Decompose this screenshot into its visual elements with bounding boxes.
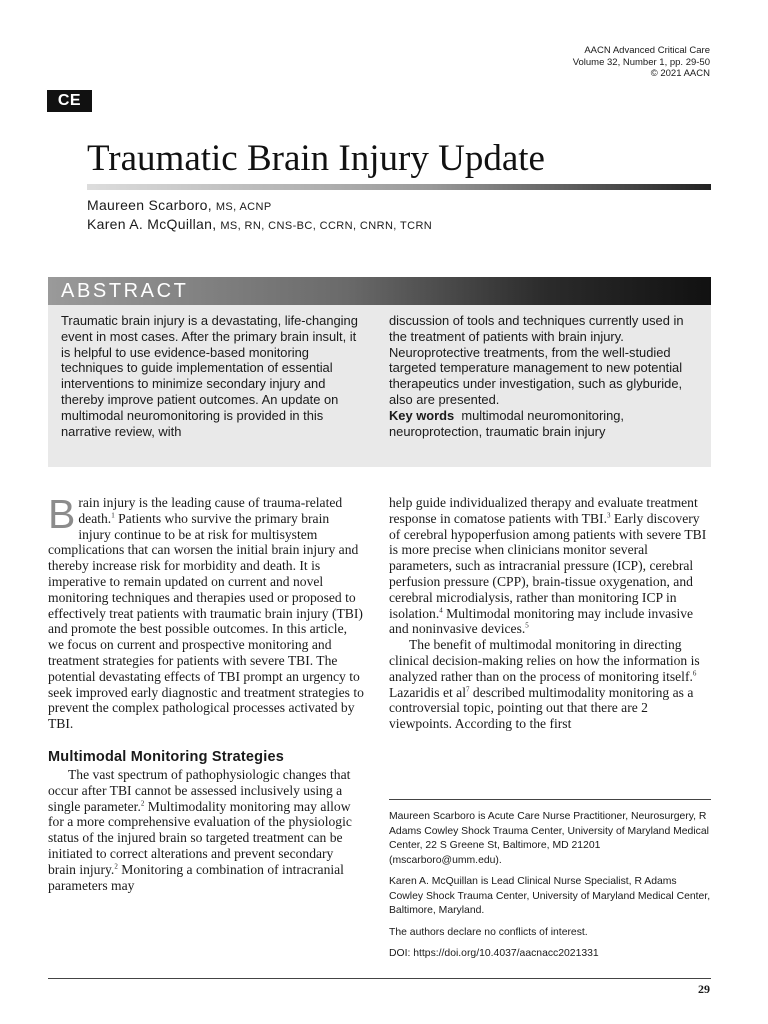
text-run: Early discovery of cerebral hypoperfusion among patients with severe TBI is more precise when clinicians monitor several parameters, such as intracranial pressure (ICP), cerebral perfusion pressure (CPP), brain-tissue oxygenation, and cerebral microdialysis, rather than monitoring ICP in isolation. <box>389 510 707 621</box>
citation-ref: 4 <box>439 606 443 615</box>
author-credentials: MS, RN, CNS-BC, CCRN, CNRN, TCRN <box>220 220 433 232</box>
body-paragraph <box>389 495 711 637</box>
text-run: Patients who survive the primary brain injury continue to be at risk for multisystem complications that can worsen the initial brain injury and thereby increase risk for morbidity and death. It is imperative to remain updated on current and novel monitoring techniques and therapies used or proposed to effectively treat patients with traumatic brain injury (TBI) and promote the best possible outcomes. In this article, we focus on current and prospective monitoring and treatment strategies for patients with severe TBI. The potential devastating effects of TBI prompt an urgency to seek improved early diagnostic and treatment strategies to prevent the complex pathological processes activated by TBI. <box>48 510 364 732</box>
journal-citation <box>573 45 710 80</box>
abstract-text-left: Traumatic brain injury is a devastating, life-changing event in most cases. After the primary brain insult, it is helpful to use evidence-based monitoring techniques to guide implementation of essential interventions to minimize secondary injury and thereby improve patient outcomes. An update on multimodal neuromonitoring is provided in this narrative review, with <box>61 313 358 439</box>
footnote-author-1: Maureen Scarboro is Acute Care Nurse Practitioner, Neurosurgery, R Adams Cowley Shock Trauma Center, University of Maryland Medical Center, 22 S Greene St, Baltimore, MD 21201 (mscarboro@umm.edu). <box>389 811 709 866</box>
citation-ref: 7 <box>466 685 470 694</box>
journal-name: AACN Advanced Critical Care <box>584 45 710 56</box>
page-number: 29 <box>698 982 710 996</box>
text-run: Lazaridis et al <box>389 684 466 700</box>
article-title: Traumatic Brain Injury Update <box>87 138 545 179</box>
author-name: Maureen Scarboro, <box>87 197 212 213</box>
abstract-text-right: discussion of tools and techniques currently used in the treatment of patients with brain injury. Neuroprotective treatments, from the well-studied targeted temperature management to new potential therapeutics under investigation, such as glyburide, also are presented. <box>389 313 684 407</box>
drop-cap: B <box>48 491 76 537</box>
text-run: Multimodal monitoring may include invasive and noninvasive devices. <box>389 605 694 637</box>
author-name: Karen A. McQuillan, <box>87 216 217 232</box>
abstract-keywords <box>389 408 699 440</box>
citation-ref: 3 <box>606 511 611 520</box>
body-column-right <box>389 495 711 732</box>
section-heading: Multimodal Monitoring Strategies <box>48 748 284 765</box>
journal-copyright: © 2021 AACN <box>650 68 710 79</box>
footnote-author-2: Karen A. McQuillan is Lead Clinical Nurse Specialist, R Adams Cowley Shock Trauma Center, University of Maryland Medical Center, Baltimore, Maryland. <box>389 876 711 916</box>
abstract-header <box>48 277 711 305</box>
author-1 <box>87 197 432 216</box>
abstract-left-column <box>61 313 366 439</box>
citation-ref: 2 <box>114 862 118 871</box>
text-run: The vast spectrum of pathophysiologic changes that occur after TBI cannot be assessed inclusively using a single parameter. <box>48 766 351 814</box>
ce-badge: CE <box>47 90 92 112</box>
keywords-text: multimodal neuromonitoring, neuroprotection, traumatic brain injury <box>389 407 625 439</box>
intro-paragraph <box>48 491 364 732</box>
abstract-heading: ABSTRACT <box>61 280 189 302</box>
text-run: rain injury is the leading cause of trauma-related death. <box>78 495 343 526</box>
footnote-conflicts: The authors declare no conflicts of interest. <box>389 926 588 938</box>
citation-ref: 5 <box>525 621 529 630</box>
author-credentials: MS, ACNP <box>215 201 272 213</box>
body-column-left <box>48 491 364 893</box>
author-2 <box>87 216 432 235</box>
footnote-rule <box>389 799 711 800</box>
page-bottom-rule <box>48 978 711 979</box>
text-run: described multimodality monitoring as a controversial topic, pointing out that there are 2 viewpoints. According to the first <box>389 684 694 732</box>
body-paragraph <box>48 767 364 893</box>
author-footnotes <box>389 810 711 969</box>
doi-link[interactable]: DOI: https://doi.org/10.4037/aacnacc2021331 <box>389 948 599 959</box>
abstract-right-column <box>389 313 699 439</box>
author-list <box>87 197 432 235</box>
citation-ref: 2 <box>140 799 145 808</box>
citation-ref: 1 <box>111 511 115 520</box>
text-run: Monitoring a combination of intracranial parameters may <box>48 861 344 893</box>
journal-volume: Volume 32, Number 1, pp. 29-50 <box>572 56 710 68</box>
text-run: help guide individualized therapy and evaluate treatment response in comatose patients with TBI. <box>389 495 698 526</box>
keywords-label: Key words <box>389 407 455 423</box>
title-rule <box>87 184 711 190</box>
citation-ref: 6 <box>692 669 697 678</box>
abstract-box <box>48 305 711 467</box>
text-run: The benefit of multimodal monitoring in directing clinical decision-making relies on how the information is analyzed rather than on the process of monitoring itself. <box>389 637 700 684</box>
text-run: Multimodality monitoring may allow for a more comprehensive evaluation of the physiologic status of the injured brain so targeted treatment can be initiated to correct alterations and prevent secondary brain injury. <box>48 798 352 877</box>
body-paragraph <box>389 637 711 732</box>
